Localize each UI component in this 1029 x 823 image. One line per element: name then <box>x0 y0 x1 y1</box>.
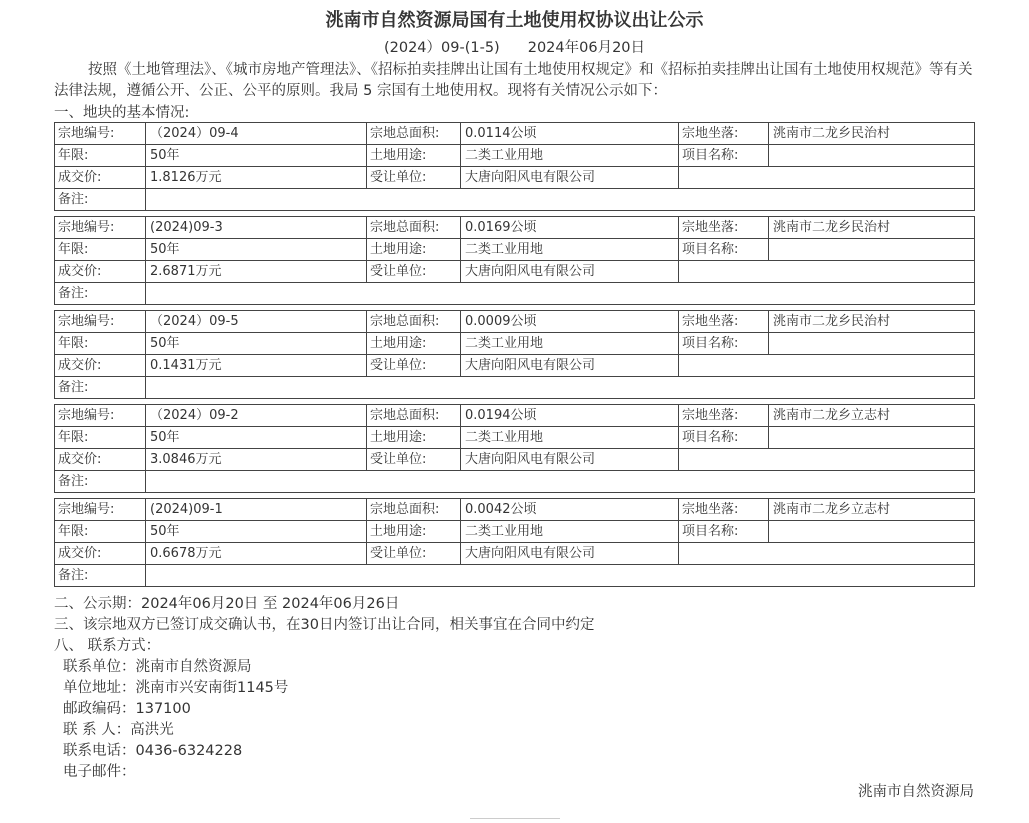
parcel-table <box>54 404 975 493</box>
location-label: 宗地坐落: <box>679 311 769 333</box>
table-row <box>55 449 975 471</box>
table-row <box>55 471 975 493</box>
parcel-no-value: （2024）09-5 <box>146 311 367 333</box>
term-value: 50年 <box>146 145 367 167</box>
parcel-no-value: （2024）09-2 <box>146 405 367 427</box>
table-row <box>55 167 975 189</box>
table-row <box>55 499 975 521</box>
price-label: 成交价: <box>55 261 146 283</box>
location-label: 宗地坐落: <box>679 499 769 521</box>
location-label: 宗地坐落: <box>679 123 769 145</box>
area-value: 0.0042公顷 <box>461 499 679 521</box>
use-value: 二类工业用地 <box>461 521 679 543</box>
term-value: 50年 <box>146 427 367 449</box>
project-label: 项目名称: <box>679 333 769 355</box>
parcel-no-label: 宗地编号: <box>55 217 146 239</box>
parcel-table <box>54 122 975 211</box>
parcel-no-label: 宗地编号: <box>55 123 146 145</box>
contact-person: 联 系 人：高洪光 <box>63 722 174 738</box>
remarks-label: 备注: <box>55 377 146 399</box>
price-value: 0.6678万元 <box>146 543 367 565</box>
remarks-label: 备注: <box>55 189 146 211</box>
project-label: 项目名称: <box>679 145 769 167</box>
doc-number: (2024）09-(1-5) <box>383 40 500 56</box>
project-value <box>769 333 975 355</box>
table-row <box>55 283 975 305</box>
location-value: 洮南市二龙乡立志村 <box>769 499 975 521</box>
term-value: 50年 <box>146 521 367 543</box>
remarks-value <box>146 471 975 493</box>
parcel-no-value: （2024）09-4 <box>146 123 367 145</box>
remarks-value <box>146 377 975 399</box>
signature: 洮南市自然资源局 <box>858 784 974 800</box>
parcel-table <box>54 498 975 587</box>
location-value: 洮南市二龙乡民治村 <box>769 217 975 239</box>
buyer-value: 大唐向阳风电有限公司 <box>461 355 679 377</box>
table-row <box>55 239 975 261</box>
table-row <box>55 355 975 377</box>
use-label: 土地用途: <box>367 145 461 167</box>
term-label: 年限: <box>55 145 146 167</box>
contact-heading: 八、 联系方式： <box>54 638 161 654</box>
empty-cell <box>679 355 975 377</box>
parcel-table <box>54 310 975 399</box>
table-row <box>55 333 975 355</box>
buyer-value: 大唐向阳风电有限公司 <box>461 449 679 471</box>
buyer-label: 受让单位: <box>367 449 461 471</box>
table-row <box>55 543 975 565</box>
price-label: 成交价: <box>55 449 146 471</box>
use-value: 二类工业用地 <box>461 333 679 355</box>
use-label: 土地用途: <box>367 427 461 449</box>
price-value: 3.0846万元 <box>146 449 367 471</box>
use-value: 二类工业用地 <box>461 239 679 261</box>
location-value: 洮南市二龙乡民治村 <box>769 123 975 145</box>
price-value: 1.8126万元 <box>146 167 367 189</box>
parcel-table <box>54 216 975 305</box>
bottom-divider <box>470 818 560 819</box>
doc-subtitle <box>0 38 1029 58</box>
use-value: 二类工业用地 <box>461 145 679 167</box>
location-value: 洮南市二龙乡立志村 <box>769 405 975 427</box>
table-row <box>55 377 975 399</box>
area-label: 宗地总面积: <box>367 217 461 239</box>
remarks-label: 备注: <box>55 471 146 493</box>
empty-cell <box>679 261 975 283</box>
term-label: 年限: <box>55 521 146 543</box>
contact-unit: 联系单位：洮南市自然资源局 <box>63 659 252 675</box>
project-value <box>769 521 975 543</box>
term-value: 50年 <box>146 239 367 261</box>
remarks-label: 备注: <box>55 283 146 305</box>
table-row <box>55 189 975 211</box>
term-value: 50年 <box>146 333 367 355</box>
intro-paragraph: 按照《土地管理法》、《城市房地产管理法》、《招标拍卖挂牌出让国有土地使用权规定》和《招标拍卖挂牌出让国有土地使用权规范》等有关法律法规，遵循公开、公正、公平的原则。我局 5 宗国有土地使用权。现将有关情况公示如下： <box>54 62 973 99</box>
project-label: 项目名称: <box>679 239 769 261</box>
price-value: 2.6871万元 <box>146 261 367 283</box>
project-value <box>769 239 975 261</box>
area-value: 0.0169公顷 <box>461 217 679 239</box>
table-row <box>55 123 975 145</box>
contact-address: 单位地址：洮南市兴安南街1145号 <box>63 680 289 696</box>
price-label: 成交价: <box>55 167 146 189</box>
empty-cell <box>679 543 975 565</box>
table-row <box>55 217 975 239</box>
empty-cell <box>679 167 975 189</box>
area-value: 0.0009公顷 <box>461 311 679 333</box>
term-label: 年限: <box>55 427 146 449</box>
project-value <box>769 427 975 449</box>
parcel-no-value: (2024)09-3 <box>146 217 367 239</box>
use-label: 土地用途: <box>367 239 461 261</box>
project-label: 项目名称: <box>679 521 769 543</box>
table-row <box>55 427 975 449</box>
page-title: 洮南市自然资源局国有土地使用权协议出让公示 <box>325 10 704 31</box>
price-value: 0.1431万元 <box>146 355 367 377</box>
area-label: 宗地总面积: <box>367 123 461 145</box>
location-value: 洮南市二龙乡民治村 <box>769 311 975 333</box>
use-label: 土地用途: <box>367 333 461 355</box>
area-label: 宗地总面积: <box>367 311 461 333</box>
buyer-value: 大唐向阳风电有限公司 <box>461 543 679 565</box>
table-row <box>55 521 975 543</box>
buyer-label: 受让单位: <box>367 261 461 283</box>
area-value: 0.0114公顷 <box>461 123 679 145</box>
buyer-label: 受让单位: <box>367 167 461 189</box>
empty-cell <box>679 449 975 471</box>
area-label: 宗地总面积: <box>367 405 461 427</box>
publicity-period: 二、公示期：2024年06月20日 至 2024年06月26日 <box>54 596 400 612</box>
table-row <box>55 405 975 427</box>
price-label: 成交价: <box>55 355 146 377</box>
buyer-value: 大唐向阳风电有限公司 <box>461 261 679 283</box>
parcel-no-value: (2024)09-1 <box>146 499 367 521</box>
table-row <box>55 311 975 333</box>
location-label: 宗地坐落: <box>679 217 769 239</box>
table-row <box>55 145 975 167</box>
contact-postcode: 邮政编码：137100 <box>63 701 191 717</box>
contract-note: 三、该宗地双方已签订成交确认书，在30日内签订出让合同，相关事宜在合同中约定 <box>54 617 595 633</box>
term-label: 年限: <box>55 239 146 261</box>
table-row <box>55 261 975 283</box>
parcel-no-label: 宗地编号: <box>55 499 146 521</box>
parcel-no-label: 宗地编号: <box>55 405 146 427</box>
buyer-label: 受让单位: <box>367 355 461 377</box>
use-value: 二类工业用地 <box>461 427 679 449</box>
term-label: 年限: <box>55 333 146 355</box>
project-label: 项目名称: <box>679 427 769 449</box>
project-value <box>769 145 975 167</box>
area-value: 0.0194公顷 <box>461 405 679 427</box>
contact-phone: 联系电话：0436-6324228 <box>63 743 243 759</box>
table-row <box>55 565 975 587</box>
section1-heading: 一、地块的基本情况: <box>54 105 190 121</box>
area-label: 宗地总面积: <box>367 499 461 521</box>
buyer-label: 受让单位: <box>367 543 461 565</box>
location-label: 宗地坐落: <box>679 405 769 427</box>
contact-email: 电子邮件： <box>63 764 136 780</box>
price-label: 成交价: <box>55 543 146 565</box>
remarks-value <box>146 283 975 305</box>
buyer-value: 大唐向阳风电有限公司 <box>461 167 679 189</box>
doc-date: 2024年06月20日 <box>527 40 646 56</box>
use-label: 土地用途: <box>367 521 461 543</box>
parcel-no-label: 宗地编号: <box>55 311 146 333</box>
remarks-value <box>146 565 975 587</box>
remarks-label: 备注: <box>55 565 146 587</box>
remarks-value <box>146 189 975 211</box>
